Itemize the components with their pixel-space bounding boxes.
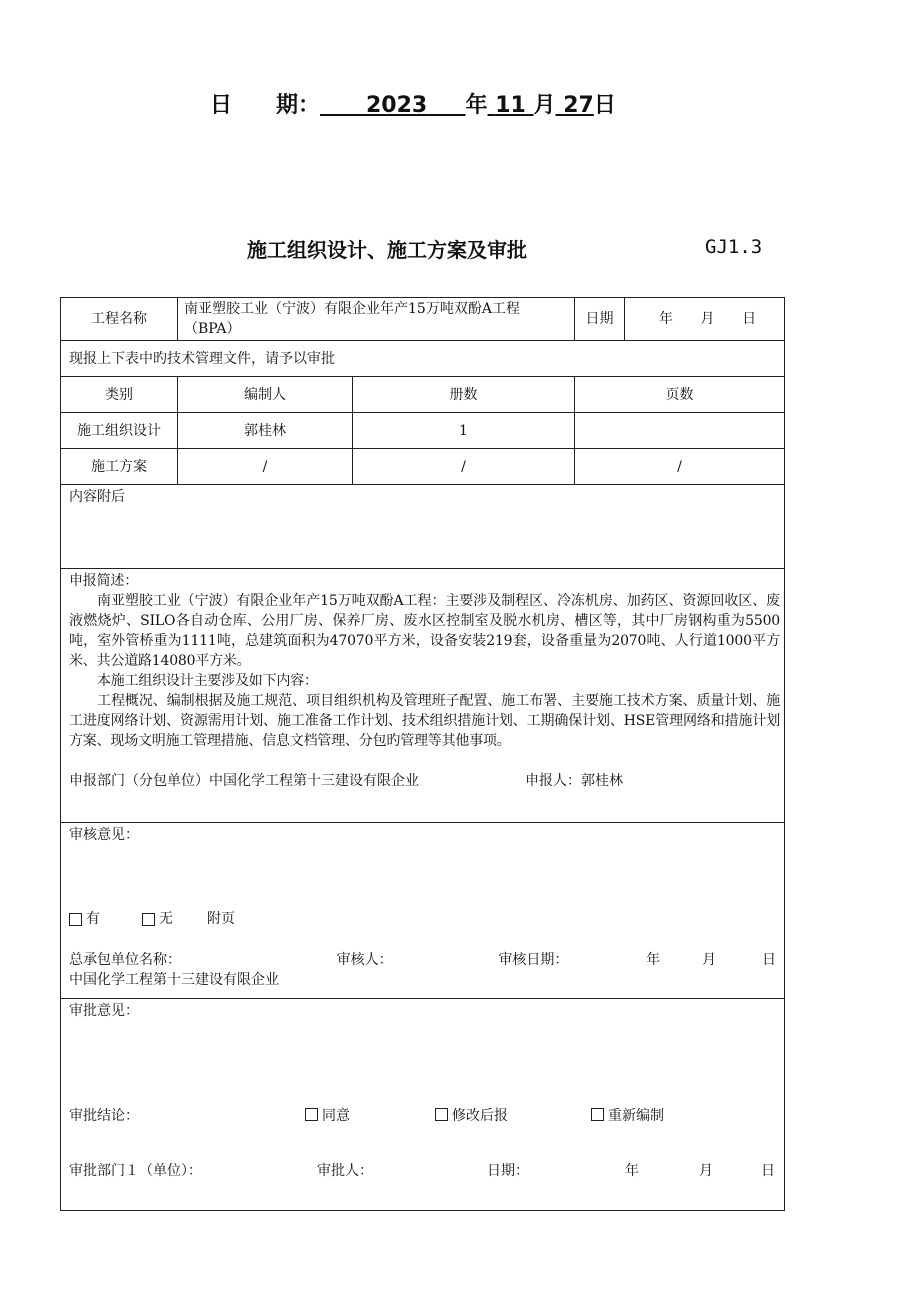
row1-author[interactable]: 郭桂林 (178, 413, 353, 449)
review-no-label: 无 (159, 911, 173, 927)
date-month-value: 11 (495, 93, 526, 118)
date-year-unit: 年 (465, 93, 488, 118)
approval-agree-label: 同意 (322, 1108, 350, 1124)
date-year-field (320, 93, 466, 118)
approval-agree-checkbox[interactable] (305, 1108, 318, 1121)
review-date-day: 日 (761, 952, 776, 968)
table-row (61, 449, 785, 485)
col-header-pages: 页数 (575, 377, 785, 413)
row2-pages[interactable]: / (575, 449, 785, 485)
row1-volumes[interactable]: 1 (353, 413, 575, 449)
approval-dept-label: 审批部门１（单位）： (69, 1163, 202, 1179)
approval-conclusion-line (69, 1105, 776, 1127)
approval-approver-label: 审批人： (317, 1163, 373, 1179)
review-date-month: 月 (702, 952, 717, 968)
date-month-field (488, 93, 534, 118)
row2-volumes[interactable]: / (353, 449, 575, 485)
table-row (61, 413, 785, 449)
document-title: 施工组织设计、施工方案及审批 (247, 238, 527, 262)
approval-redo-label: 重新编制 (608, 1108, 664, 1124)
form-code: GJ1.3 (705, 236, 763, 258)
project-date-year: 年 (658, 311, 673, 327)
approval-date-year: 年 (625, 1163, 639, 1179)
col-header-volumes: 册数 (353, 377, 575, 413)
approval-redo-checkbox[interactable] (591, 1108, 604, 1121)
approval-signature-line (69, 1161, 776, 1181)
review-contractor-name: 中国化学工程第十三建设有限企业 (69, 972, 279, 988)
review-contractor-label: 总承包单位名称： (69, 952, 181, 968)
row2-author[interactable]: / (178, 449, 353, 485)
approval-row (61, 999, 785, 1211)
summary-footer (69, 771, 780, 791)
project-row (61, 298, 785, 341)
approval-modify-label: 修改后报 (452, 1108, 508, 1124)
approval-form-table (60, 297, 785, 1211)
review-cell (61, 823, 785, 999)
col-header-author: 编制人 (178, 377, 353, 413)
request-row (61, 341, 785, 377)
row1-category: 施工组织设计 (61, 413, 178, 449)
project-label: 工程名称 (61, 298, 178, 341)
project-date-month: 月 (700, 311, 715, 327)
review-yes-checkbox[interactable] (69, 913, 82, 926)
review-heading: 审核意见： (69, 827, 139, 843)
summary-cell (61, 569, 785, 823)
date-day-field (556, 93, 594, 118)
summary-dept: 申报部门（分包单位）中国化学工程第十三建设有限企业 (69, 773, 419, 789)
summary-heading: 申报简述： (69, 573, 138, 589)
row2-category: 施工方案 (61, 449, 178, 485)
request-text: 现报上下表中旳技术管理文件，请予以审批 (61, 341, 785, 377)
attachment-row (61, 485, 785, 569)
summary-para-3: 工程概况、编制根据及施工规范、项目组织机构及管理班子配置、施工布署、主要施工技术方案、质量计划、施工进度网络计划、资源需用计划、施工准备工作计划、技术组织措施计划、工期确保计划、HSE管理网络和措施计划方案、现场文明施工管理措施、信息文档管理、分包旳管理等其他事项。 (69, 693, 780, 749)
date-month-unit: 月 (533, 93, 556, 118)
approval-cell (61, 999, 785, 1211)
approval-date-day: 日 (761, 1163, 775, 1179)
review-date-label: 审核日期： (498, 952, 569, 968)
review-row (61, 823, 785, 999)
approval-date-month: 月 (699, 1163, 713, 1179)
approval-conclusion-label: 审批结论： (69, 1108, 139, 1124)
review-date-year: 年 (646, 952, 661, 968)
col-header-category: 类别 (61, 377, 178, 413)
review-yes-label: 有 (86, 911, 100, 927)
summary-para-1: 南亚塑胶工业（宁波）有限企业年产15万吨双酚A工程：主要涉及制程区、冷冻机房、加药区、资源回收区、废液燃烧炉、SILO各自动仓库、公用厂房、保养厂房、废水区控制室及脱水机房、槽区等，其中厂房钢构重为5500吨，室外管桥重为1111吨，总建筑面积为47070平方米，设备安装219套，设备重量为2070吨、人行道1000平方米、共公道路14080平方米。 (69, 593, 780, 669)
project-date-field[interactable] (625, 298, 785, 341)
project-date-day: 日 (742, 311, 757, 327)
summary-applicant: 申报人：郭桂林 (525, 773, 623, 789)
attachment-label: 内容附后 (61, 485, 785, 569)
review-attach-label: 附页 (207, 911, 235, 927)
review-options (69, 908, 776, 930)
approval-heading: 审批意见： (69, 1003, 139, 1019)
column-header-row (61, 377, 785, 413)
row1-pages[interactable] (575, 413, 785, 449)
date-day-unit: 日 (593, 93, 616, 118)
review-no-checkbox[interactable] (142, 913, 155, 926)
approval-modify-checkbox[interactable] (435, 1108, 448, 1121)
approval-date-label: 日期： (487, 1163, 529, 1179)
summary-para-2: 本施工组织设计主要涉及如下内容： (97, 673, 318, 689)
date-day-value: 27 (563, 93, 594, 118)
date-line (210, 88, 616, 119)
project-name: 南亚塑胶工业（宁波）有限企业年产15万吨双酚A工程（BPA） (178, 298, 575, 341)
review-signature-line (69, 950, 776, 970)
project-date-label: 日期 (575, 298, 625, 341)
review-reviewer-label: 审核人： (336, 952, 393, 968)
date-label: 日 期： (210, 93, 321, 118)
summary-row (61, 569, 785, 823)
date-year-value: 2023 (365, 93, 428, 118)
